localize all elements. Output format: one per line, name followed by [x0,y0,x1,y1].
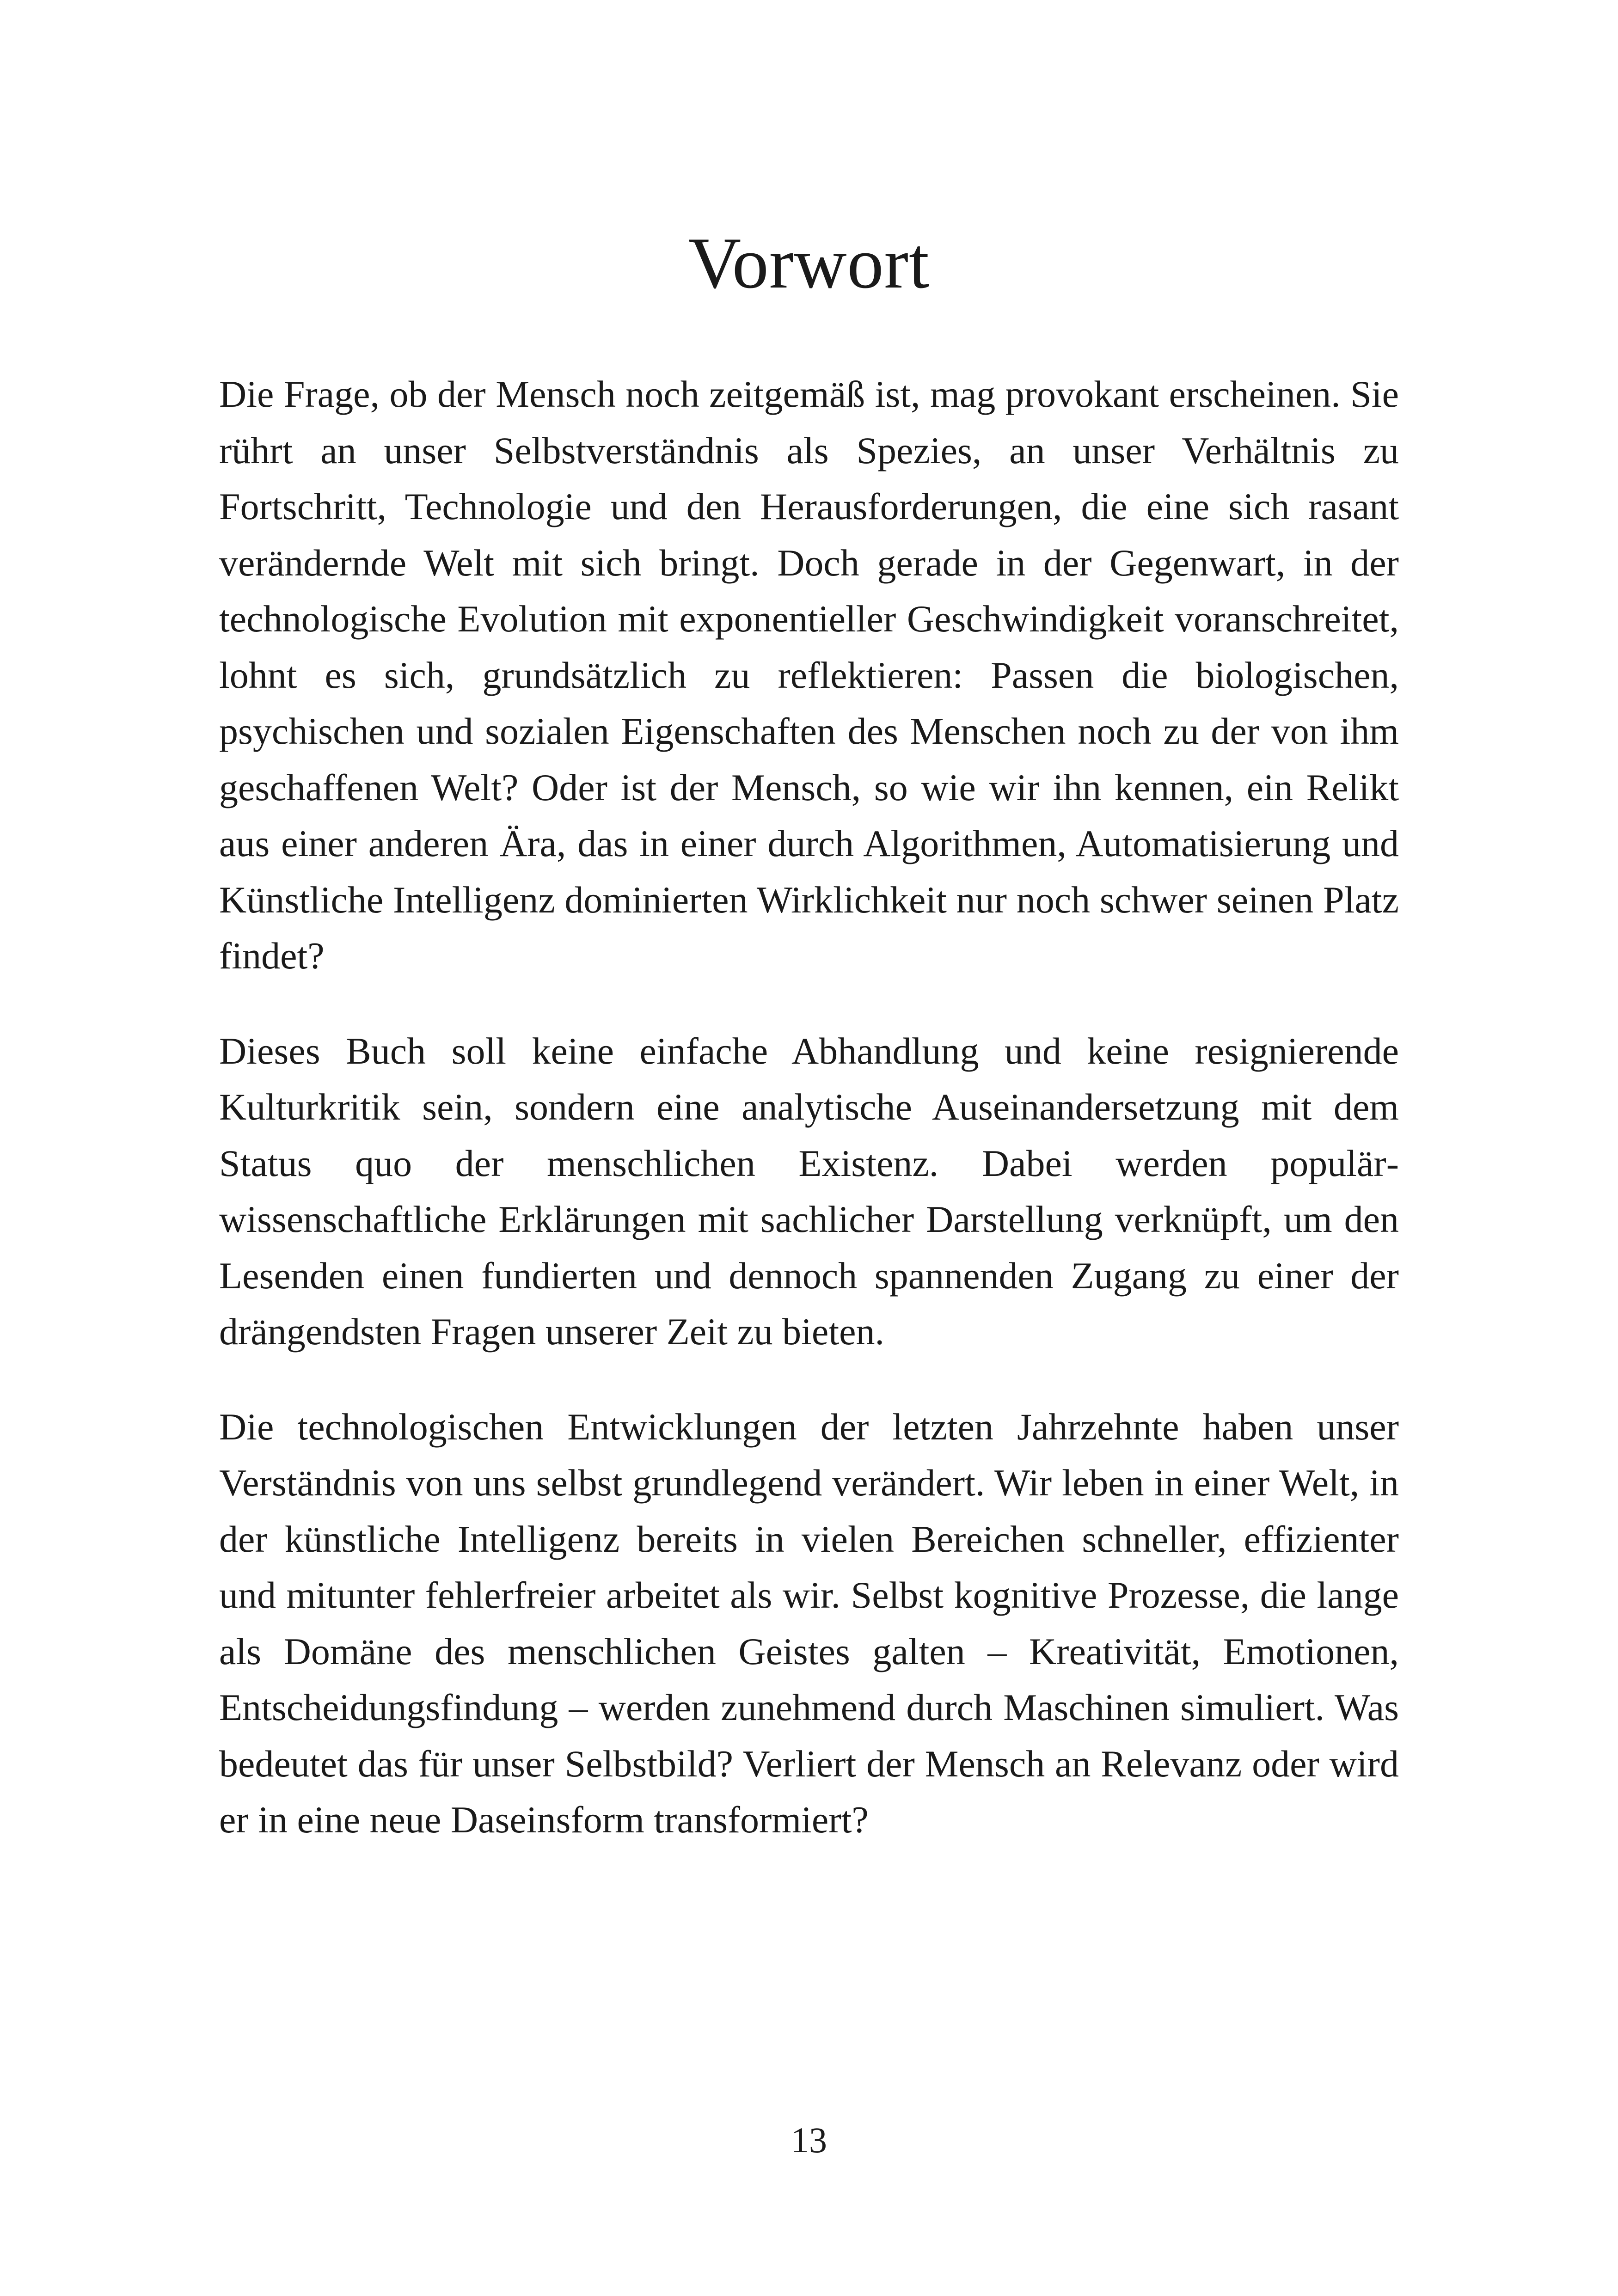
body-text [219,366,1399,1887]
page-number: 13 [791,2120,827,2160]
chapter-title: Vorwort [688,223,930,304]
paragraph-3: Die technologischen Entwicklungen der letzten Jahrzehnte haben unser Verständnis von uns selbst grundlegend verändert. Wir leben in einer Welt, in der künstliche Intelligenz bereits in vielen Bereichen schneller, effizienter und mitunter fehlerfreier arbeitet als wir. Selbst kognitive Prozesse, die lange als Domäne des menschlichen Geistes galten – Kreativität, Emotionen, Entscheidungsfindung – werden zunehmend durch Maschinen simuliert. Was bedeutet das für unser Selbstbild? Verliert der Mensch an Relevanz oder wird er in eine neue Daseinsform transformiert? [219,1405,1399,1841]
paragraph-1: Die Frage, ob der Mensch noch zeitgemäß ist, mag provokant erscheinen. Sie rührt an unser Selbstverständnis als Spezies, an unser Verhältnis zu Fortschritt, Technologie und den Herausforderungen, die eine sich rasant verändernde Welt mit sich bringt. Doch gerade in der Gegenwart, in der technologische Evolution mit exponentieller Geschwindigkeit voranschreitet, lohnt es sich, grundsätzlich zu reflektieren: Passen die biologischen, psychischen und sozialen Eigenschaften des Menschen noch zu der von ihm geschaffenen Welt? Oder ist der Mensch, so wie wir ihn kennen, ein Relikt aus einer anderen Ära, das in einer durch Algorithmen, Automatisierung und Künstliche Intelligenz dominierten Wirklichkeit nur noch schwer seinen Platz findet? [219,373,1399,977]
paragraph-2: Dieses Buch soll keine einfache Abhandlung und keine resignierende Kulturkritik sein, sondern eine analytische Auseinandersetzung mit dem Status quo der menschlichen Existenz. Dabei werden populärwissenschaftliche Erklärungen mit sachlicher Darstellung verknüpft, um den Lesenden einen fundierten und dennoch spannenden Zugang zu einer der drängendsten Fragen unserer Zeit zu bieten. [219,1029,1399,1353]
